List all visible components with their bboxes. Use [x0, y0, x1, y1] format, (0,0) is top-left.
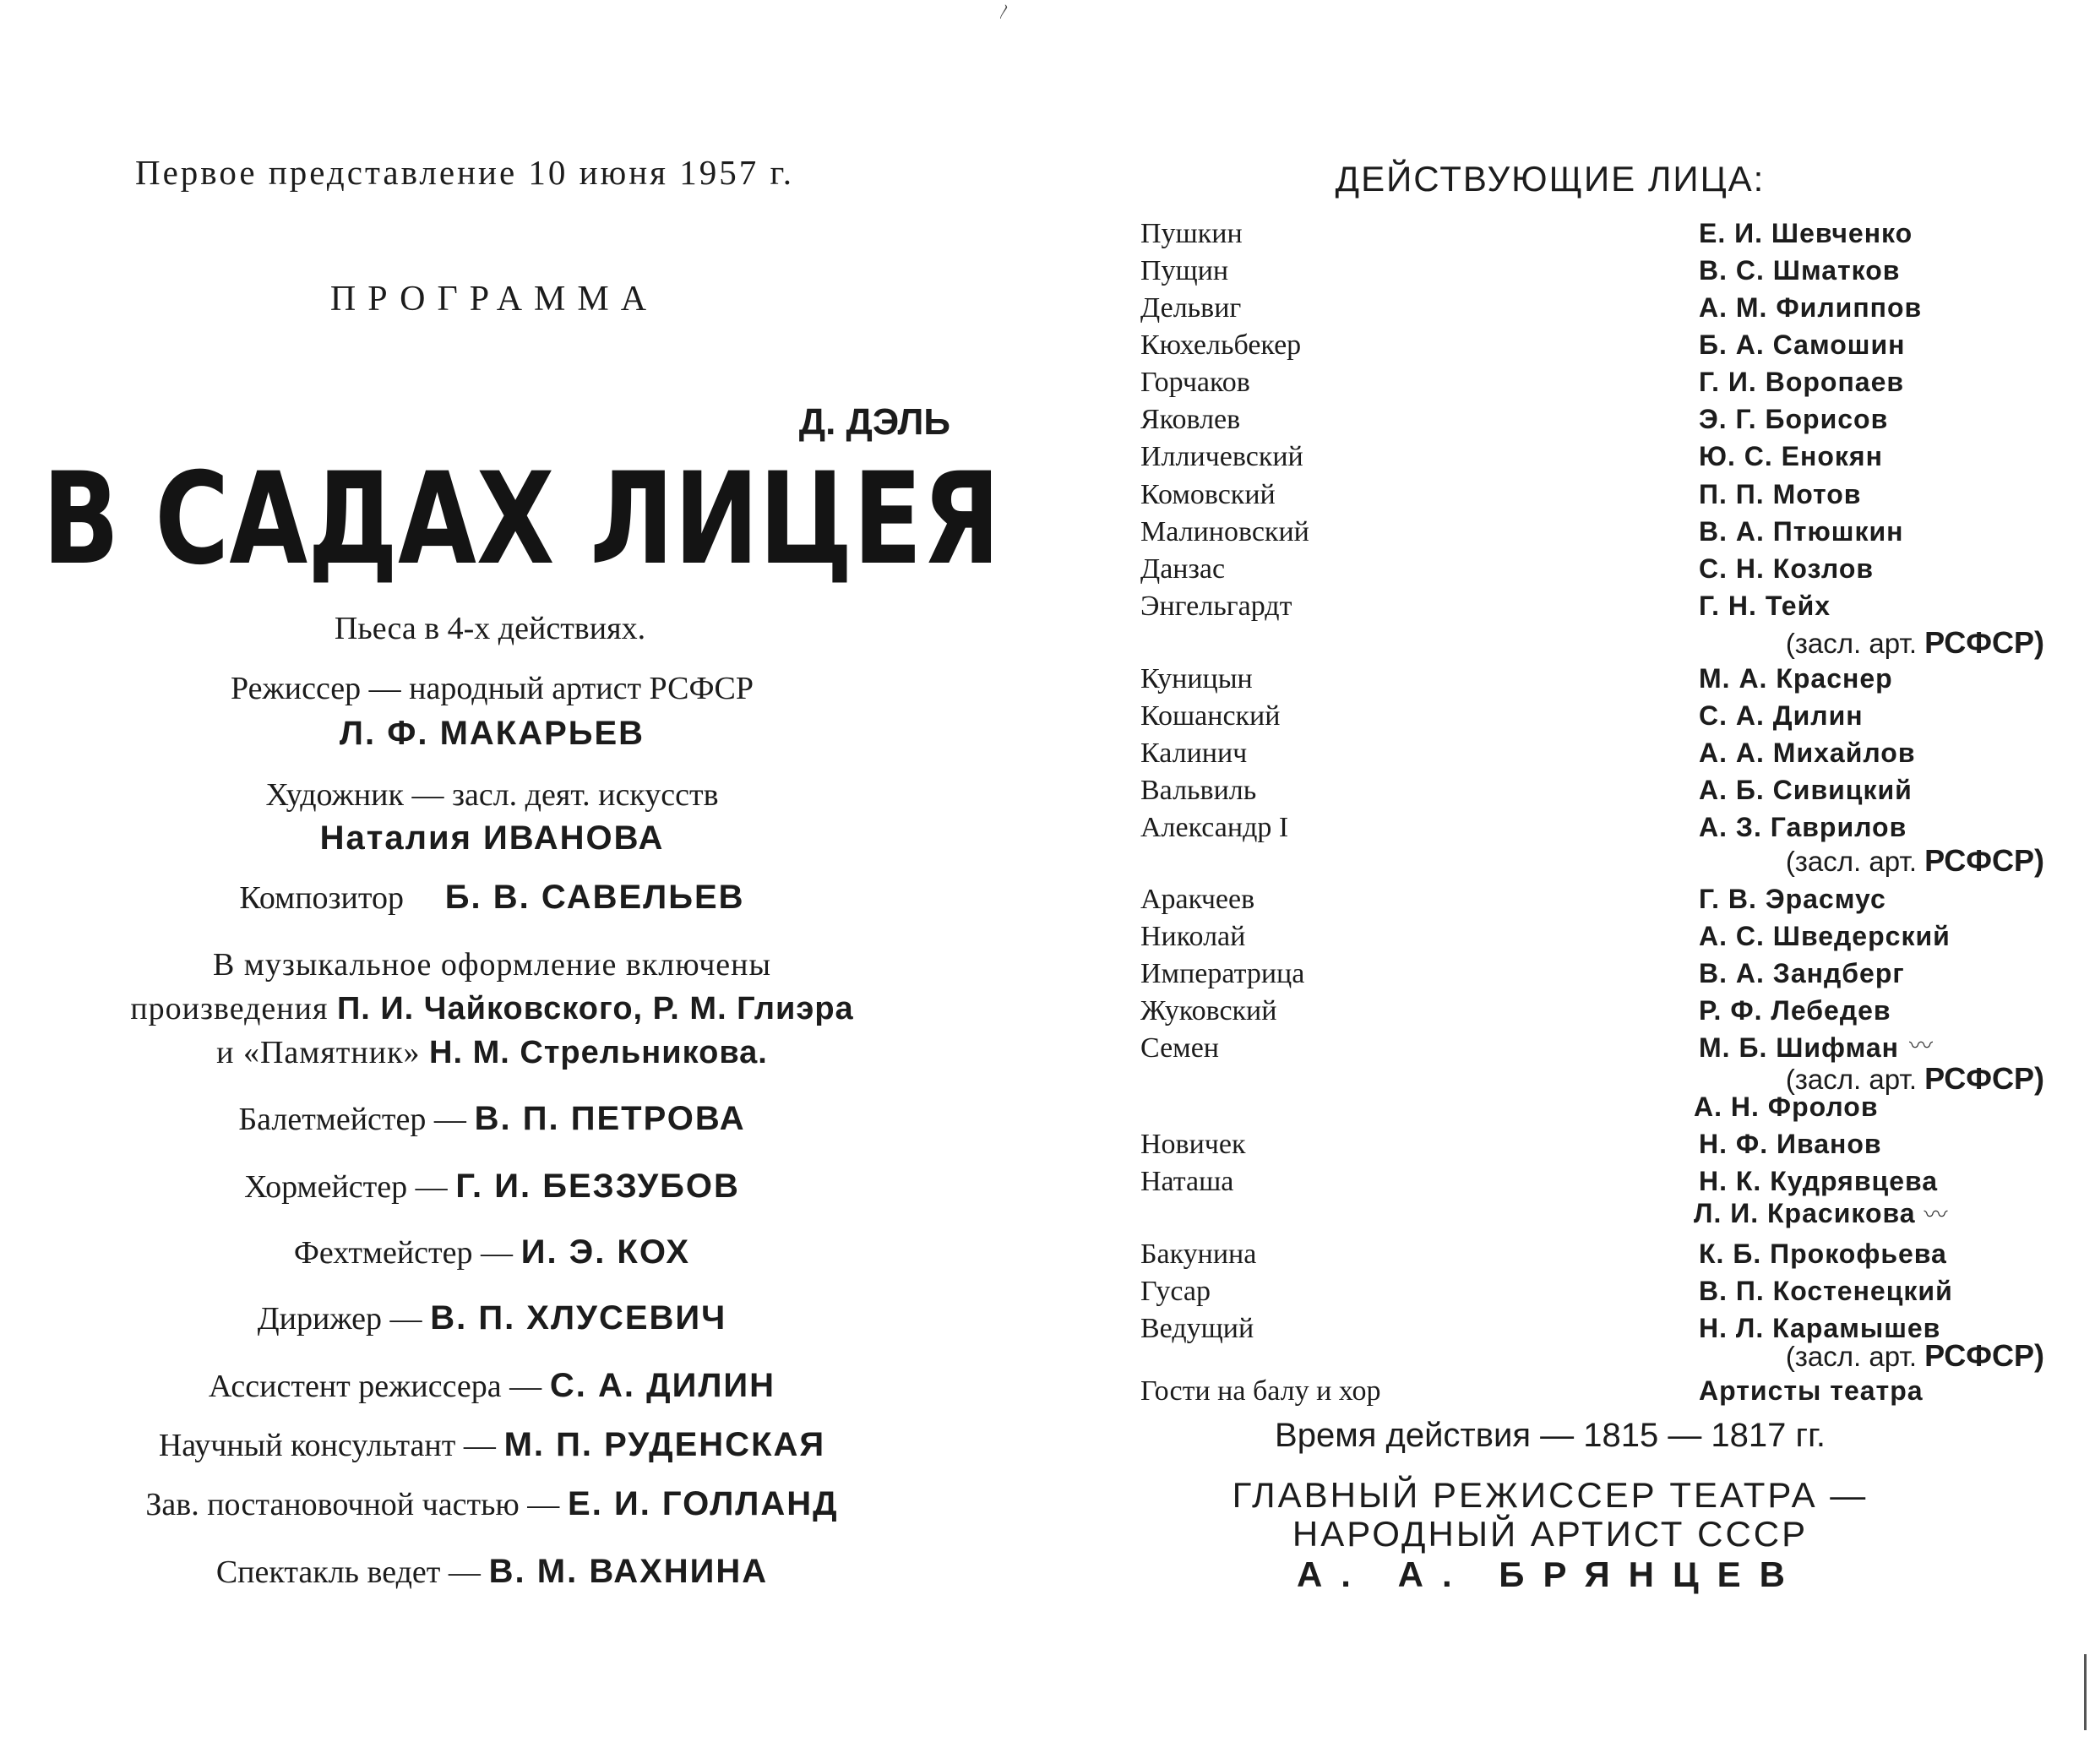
credit-conductor: Дирижер — В. П. ХЛУСЕВИЧ — [257, 1299, 727, 1337]
honored-artist-note: (засл. арт. РСФСР) — [1785, 625, 2044, 660]
cast-role: Гусар — [1140, 1276, 1217, 1308]
cast-role: Дельвиг — [1140, 292, 1248, 324]
cast-role: Куницын — [1140, 663, 1260, 695]
cast-actor: В. А. Птюшкин — [1694, 516, 1903, 547]
cast-role: Малиновский — [1140, 516, 1316, 548]
cast-row — [1140, 775, 2070, 812]
cast-row — [1140, 516, 2070, 553]
director-role: Режиссер — народный артист РСФСР — [230, 671, 754, 706]
cast-role: Кошанский — [1140, 700, 1287, 732]
cast-role: Жуковский — [1140, 995, 1283, 1027]
cast-actor: Е. И. Шевченко — [1694, 218, 1913, 249]
cast-role: Аракчеев — [1140, 884, 1261, 916]
cast-role: Илличевский — [1140, 441, 1310, 473]
cast-actor: П. П. Мотов — [1694, 479, 1861, 510]
cast-row — [1140, 1239, 2070, 1276]
extra-actor-natasha: Л. И. Красикова 〰 — [1694, 1198, 1949, 1228]
premiere-date: Первое представление 10 июня 1957 г. — [135, 153, 794, 192]
cast-actor: Н. Л. Карамышев — [1694, 1313, 1940, 1344]
credit-stage-manager: Спектакль ведет — В. М. ВАХНИНА — [215, 1553, 769, 1590]
director-name: Л. Ф. МАКАРЬЕВ — [339, 715, 645, 752]
cast-role: Александр I — [1140, 812, 1295, 844]
cast-row — [1140, 1276, 2070, 1313]
cast-row — [1140, 255, 2070, 292]
cast-actor: Р. Ф. Лебедев — [1694, 995, 1891, 1026]
honored-artist-note: (засл. арт. РСФСР) — [1785, 1338, 2044, 1373]
cast-row — [1140, 921, 2070, 958]
cast-role: Горчаков — [1140, 367, 1257, 399]
cast-actor: А. М. Филиппов — [1694, 292, 1922, 324]
chief-director-title-1: ГЛАВНЫЙ РЕЖИССЕР ТЕАТРА — — [1232, 1475, 1869, 1515]
cast-row — [1140, 738, 2070, 775]
cast-role: Бакунина — [1140, 1239, 1263, 1271]
binding-speck: 〳 — [997, 3, 1012, 20]
cast-actor: А. С. Шведерский — [1694, 921, 1951, 952]
cast-role: Наташа — [1140, 1166, 1240, 1198]
cast-row — [1140, 663, 2070, 700]
cast-role: Гости на балу и хор — [1140, 1375, 1388, 1407]
composer-credit: Композитор Б. В. САВЕЛЬЕВ — [239, 879, 745, 916]
cast-role: Яковлев — [1140, 404, 1247, 436]
cast-heading: ДЕЙСТВУЮЩИЕ ЛИЦА: — [1335, 159, 1766, 199]
pencil-mark-icon: 〰 — [1909, 1033, 1934, 1059]
cast-actor: В. С. Шматков — [1694, 255, 1900, 286]
cast-actor: В. П. Костенецкий — [1694, 1276, 1953, 1307]
cast-row — [1140, 553, 2070, 591]
program-heading: ПРОГРАММА — [329, 280, 659, 318]
music-note-line-3: и «Памятник» Н. М. Стрельникова. — [216, 1035, 768, 1070]
credit-assistant-director: Ассистент режиссера — С. А. ДИЛИН — [208, 1367, 776, 1404]
cast-page — [1005, 0, 2095, 1764]
cast-actor: В. А. Зандберг — [1694, 958, 1905, 989]
music-note-line-2: произведения П. И. Чайковского, Р. М. Глиэра — [130, 991, 854, 1026]
cast-row — [1140, 1129, 2070, 1166]
chief-director-title-2: НАРОДНЫЙ АРТИСТ СССР — [1292, 1514, 1809, 1554]
cast-row — [1140, 292, 2070, 329]
cast-actor: Н. Ф. Иванов — [1694, 1129, 1882, 1160]
chief-director-name: А. А. БРЯНЦЕВ — [1296, 1554, 1804, 1594]
cast-actor: А. З. Гаврилов — [1694, 812, 1907, 843]
cast-actor: К. Б. Прокофьева — [1694, 1239, 1947, 1270]
cast-actor: С. А. Дилин — [1694, 700, 1864, 732]
cast-role: Семен — [1140, 1032, 1226, 1064]
cast-row — [1140, 700, 2070, 738]
cast-role: Комовский — [1140, 479, 1282, 511]
credit-fencing-master: Фехтмейстер — И. Э. КОХ — [293, 1233, 691, 1271]
cast-actor: Ю. С. Енокян — [1694, 441, 1883, 472]
cast-role: Данзас — [1140, 553, 1232, 585]
cast-role: Вальвиль — [1140, 775, 1263, 807]
cast-row — [1140, 958, 2070, 995]
cast-actor: С. Н. Козлов — [1694, 553, 1874, 585]
artist-role: Художник — засл. деят. искусств — [265, 777, 719, 813]
artist-name: Наталия ИВАНОВА — [319, 819, 665, 857]
cast-role: Новичек — [1140, 1129, 1253, 1161]
cast-row — [1140, 479, 2070, 516]
cast-actor: Г. Н. Тейх — [1694, 591, 1831, 622]
cast-role: Калинич — [1140, 738, 1254, 770]
credit-production-head: Зав. постановочной частью — Е. И. ГОЛЛАНД — [145, 1485, 839, 1522]
cast-row — [1140, 1375, 2070, 1413]
play-title: В САДАХ ЛИЦЕЯ — [42, 446, 1001, 593]
honored-artist-note: (засл. арт. РСФСР) — [1785, 843, 2044, 878]
pencil-mark-icon: 〰 — [1924, 1201, 1949, 1228]
cast-role: Императрица — [1140, 958, 1311, 990]
music-note-line-1: В музыкальное оформление включены — [212, 947, 772, 983]
cast-actor: А. Б. Сивицкий — [1694, 775, 1913, 806]
cast-actor: А. А. Михайлов — [1694, 738, 1916, 769]
cast-row — [1140, 591, 2070, 628]
cast-actor: Г. В. Эрасмус — [1694, 884, 1886, 915]
cast-row — [1140, 404, 2070, 441]
cast-row — [1140, 218, 2070, 255]
cast-row — [1140, 329, 2070, 367]
cast-actor: Э. Г. Борисов — [1694, 404, 1888, 435]
honored-artist-note: (засл. арт. РСФСР) — [1785, 1061, 2044, 1096]
page-edge-mark — [2072, 1654, 2087, 1730]
cast-role: Пущин — [1140, 255, 1235, 287]
cast-actor: Б. А. Самошин — [1694, 329, 1905, 361]
extra-actor-semen: А. Н. Фролов — [1694, 1092, 1879, 1122]
composer-name: Б. В. САВЕЛЬЕВ — [444, 879, 745, 916]
credit-balletmaster: Балетмейстер — В. П. ПЕТРОВА — [238, 1100, 746, 1137]
cast-role: Кюхельбекер — [1140, 329, 1308, 362]
program-page — [0, 0, 1005, 1764]
credit-scientific-consultant: Научный консультант — М. П. РУДЕНСКАЯ — [158, 1426, 826, 1463]
cast-actor: М. Б. Шифман — [1694, 1032, 1899, 1064]
cast-row — [1140, 884, 2070, 921]
cast-row — [1140, 367, 2070, 404]
cast-role: Ведущий — [1140, 1313, 1260, 1345]
credit-choirmaster: Хормейстер — Г. И. БЕЗЗУБОВ — [244, 1168, 740, 1205]
cast-role: Пушкин — [1140, 218, 1249, 250]
cast-actor: Г. И. Воропаев — [1694, 367, 1904, 398]
author-name: Д. ДЭЛЬ — [798, 401, 950, 443]
cast-actor: Н. К. Кудрявцева — [1694, 1166, 1938, 1197]
cast-actor: Артисты театра — [1694, 1375, 1924, 1407]
cast-role: Энгельгардт — [1140, 591, 1298, 623]
time-of-action: Время действия — 1815 — 1817 гг. — [1275, 1417, 1826, 1454]
cast-row — [1140, 441, 2070, 478]
cast-actor: М. А. Краснер — [1694, 663, 1893, 694]
cast-role: Николай — [1140, 921, 1252, 953]
play-subtitle: Пьеса в 4-х действиях. — [334, 611, 646, 646]
